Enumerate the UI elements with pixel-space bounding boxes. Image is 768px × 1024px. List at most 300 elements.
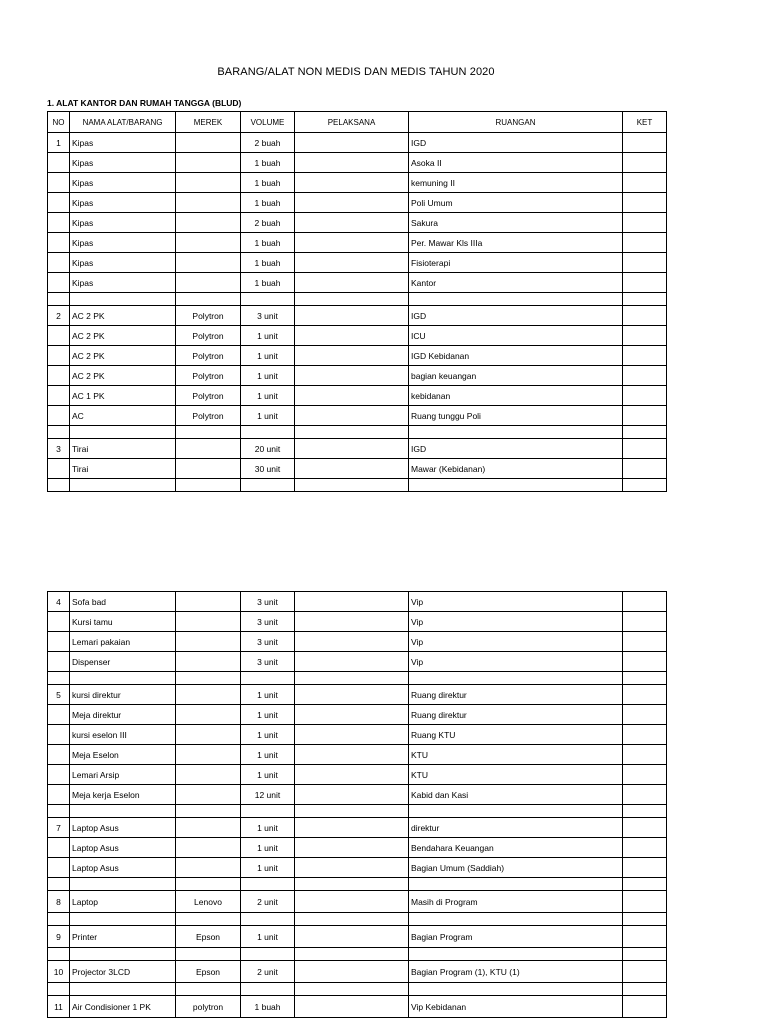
- table-row: [48, 685, 667, 705]
- table-row: [48, 592, 667, 612]
- cell-nama: Kipas: [70, 213, 176, 233]
- table-row: [48, 838, 667, 858]
- cell-pelaksana: [295, 273, 409, 293]
- cell-volume: 1 unit: [241, 685, 295, 705]
- table-row: [48, 785, 667, 805]
- cell-volume: [241, 805, 295, 818]
- cell-merek: [176, 745, 241, 765]
- cell-nama: Sofa bad: [70, 592, 176, 612]
- table-row: [48, 326, 667, 346]
- cell-pelaksana: [295, 459, 409, 479]
- cell-pelaksana: [295, 785, 409, 805]
- cell-pelaksana: [295, 346, 409, 366]
- cell-no: [48, 426, 70, 439]
- cell-pelaksana: [295, 913, 409, 926]
- cell-ket: [623, 479, 667, 492]
- table-row: [48, 961, 667, 983]
- cell-ket: [623, 293, 667, 306]
- cell-pelaksana: [295, 193, 409, 213]
- cell-volume: 2 buah: [241, 213, 295, 233]
- spacer-row: [48, 948, 667, 961]
- cell-volume: [241, 293, 295, 306]
- cell-pelaksana: [295, 213, 409, 233]
- spacer-row: [48, 672, 667, 685]
- cell-no: [48, 725, 70, 745]
- cell-no: 2: [48, 306, 70, 326]
- cell-ruangan: Vip: [409, 652, 623, 672]
- cell-ket: [623, 838, 667, 858]
- cell-volume: 1 buah: [241, 996, 295, 1018]
- table-row: [48, 153, 667, 173]
- header-volume: VOLUME: [241, 112, 295, 133]
- cell-merek: Polytron: [176, 366, 241, 386]
- cell-ruangan: KTU: [409, 745, 623, 765]
- cell-no: [48, 948, 70, 961]
- inventory-table-2: [47, 591, 667, 1018]
- cell-ket: [623, 366, 667, 386]
- table-row: [48, 193, 667, 213]
- cell-volume: 3 unit: [241, 652, 295, 672]
- cell-merek: Epson: [176, 926, 241, 948]
- cell-nama: Kipas: [70, 173, 176, 193]
- header-no: NO: [48, 112, 70, 133]
- cell-volume: 1 unit: [241, 366, 295, 386]
- cell-pelaksana: [295, 426, 409, 439]
- cell-merek: [176, 652, 241, 672]
- table-row: [48, 725, 667, 745]
- cell-volume: [241, 426, 295, 439]
- cell-merek: [176, 685, 241, 705]
- cell-volume: 1 buah: [241, 153, 295, 173]
- cell-merek: [176, 459, 241, 479]
- cell-volume: 1 unit: [241, 858, 295, 878]
- cell-pelaksana: [295, 652, 409, 672]
- cell-pelaksana: [295, 386, 409, 406]
- table-row: [48, 273, 667, 293]
- cell-ruangan: [409, 672, 623, 685]
- cell-volume: 3 unit: [241, 306, 295, 326]
- cell-volume: 2 unit: [241, 891, 295, 913]
- cell-ruangan: [409, 948, 623, 961]
- cell-ket: [623, 346, 667, 366]
- table-row: [48, 306, 667, 326]
- cell-ruangan: [409, 805, 623, 818]
- cell-ket: [623, 439, 667, 459]
- cell-nama: Tirai: [70, 459, 176, 479]
- cell-ket: [623, 406, 667, 426]
- cell-ket: [623, 685, 667, 705]
- cell-volume: 20 unit: [241, 439, 295, 459]
- cell-merek: [176, 253, 241, 273]
- cell-no: [48, 253, 70, 273]
- cell-pelaksana: [295, 366, 409, 386]
- cell-nama: Laptop Asus: [70, 818, 176, 838]
- cell-volume: 3 unit: [241, 592, 295, 612]
- cell-ket: [623, 926, 667, 948]
- cell-volume: 1 buah: [241, 193, 295, 213]
- cell-nama: [70, 293, 176, 306]
- cell-volume: 1 buah: [241, 173, 295, 193]
- cell-ket: [623, 592, 667, 612]
- cell-pelaksana: [295, 685, 409, 705]
- cell-merek: Epson: [176, 961, 241, 983]
- cell-nama: AC 2 PK: [70, 346, 176, 366]
- cell-nama: Kipas: [70, 253, 176, 273]
- cell-ruangan: Ruang direktur: [409, 705, 623, 725]
- cell-merek: [176, 805, 241, 818]
- cell-pelaksana: [295, 672, 409, 685]
- cell-ket: [623, 273, 667, 293]
- cell-pelaksana: [295, 153, 409, 173]
- cell-ruangan: [409, 878, 623, 891]
- table-row: [48, 652, 667, 672]
- cell-no: [48, 858, 70, 878]
- cell-merek: [176, 705, 241, 725]
- cell-nama: kursi eselon III: [70, 725, 176, 745]
- cell-pelaksana: [295, 805, 409, 818]
- cell-no: [48, 273, 70, 293]
- cell-ruangan: Bagian Program (1), KTU (1): [409, 961, 623, 983]
- cell-ket: [623, 765, 667, 785]
- cell-ruangan: Ruang direktur: [409, 685, 623, 705]
- table-row: [48, 996, 667, 1018]
- cell-pelaksana: [295, 858, 409, 878]
- cell-volume: [241, 479, 295, 492]
- cell-no: [48, 366, 70, 386]
- cell-no: [48, 983, 70, 996]
- cell-no: [48, 193, 70, 213]
- cell-ruangan: Per. Mawar Kls IIIa: [409, 233, 623, 253]
- cell-volume: 1 unit: [241, 346, 295, 366]
- cell-ruangan: [409, 913, 623, 926]
- cell-ket: [623, 705, 667, 725]
- cell-merek: Polytron: [176, 306, 241, 326]
- cell-nama: Meja Eselon: [70, 745, 176, 765]
- table-row: [48, 386, 667, 406]
- cell-ket: [623, 805, 667, 818]
- table-1-body: [48, 112, 667, 492]
- cell-no: [48, 326, 70, 346]
- cell-volume: 12 unit: [241, 785, 295, 805]
- cell-merek: [176, 293, 241, 306]
- cell-ruangan: [409, 426, 623, 439]
- cell-ruangan: Vip: [409, 632, 623, 652]
- cell-pelaksana: [295, 725, 409, 745]
- spacer-row: [48, 913, 667, 926]
- header-pelaksana: PELAKSANA: [295, 112, 409, 133]
- cell-volume: [241, 878, 295, 891]
- cell-no: [48, 652, 70, 672]
- cell-ket: [623, 173, 667, 193]
- cell-nama: Laptop Asus: [70, 838, 176, 858]
- header-ruangan: RUANGAN: [409, 112, 623, 133]
- table-row: [48, 891, 667, 913]
- cell-no: 8: [48, 891, 70, 913]
- spacer-row: [48, 983, 667, 996]
- cell-no: [48, 632, 70, 652]
- table-row: [48, 926, 667, 948]
- cell-no: [48, 406, 70, 426]
- cell-ruangan: bagian keuangan: [409, 366, 623, 386]
- cell-volume: 1 unit: [241, 725, 295, 745]
- cell-ruangan: kemuning II: [409, 173, 623, 193]
- cell-no: [48, 765, 70, 785]
- cell-merek: [176, 592, 241, 612]
- table-row: [48, 858, 667, 878]
- cell-ket: [623, 253, 667, 273]
- cell-no: [48, 785, 70, 805]
- cell-ket: [623, 213, 667, 233]
- cell-ruangan: Mawar (Kebidanan): [409, 459, 623, 479]
- cell-pelaksana: [295, 878, 409, 891]
- cell-ruangan: IGD: [409, 439, 623, 459]
- cell-nama: Air Condisioner 1 PK: [70, 996, 176, 1018]
- cell-no: [48, 479, 70, 492]
- cell-ruangan: [409, 293, 623, 306]
- cell-ket: [623, 612, 667, 632]
- cell-ruangan: Vip: [409, 592, 623, 612]
- cell-ket: [623, 133, 667, 153]
- cell-nama: Kipas: [70, 273, 176, 293]
- table-row: [48, 632, 667, 652]
- cell-merek: [176, 426, 241, 439]
- table-row: [48, 459, 667, 479]
- cell-nama: Lemari pakaian: [70, 632, 176, 652]
- cell-volume: 3 unit: [241, 632, 295, 652]
- spacer-row: [48, 426, 667, 439]
- cell-ruangan: IGD Kebidanan: [409, 346, 623, 366]
- cell-volume: [241, 672, 295, 685]
- cell-ruangan: kebidanan: [409, 386, 623, 406]
- cell-merek: polytron: [176, 996, 241, 1018]
- cell-nama: [70, 479, 176, 492]
- cell-pelaksana: [295, 592, 409, 612]
- cell-ruangan: IGD: [409, 306, 623, 326]
- cell-ruangan: Sakura: [409, 213, 623, 233]
- cell-pelaksana: [295, 891, 409, 913]
- cell-volume: 3 unit: [241, 612, 295, 632]
- cell-volume: 30 unit: [241, 459, 295, 479]
- cell-no: [48, 612, 70, 632]
- table-row: [48, 133, 667, 153]
- cell-ket: [623, 961, 667, 983]
- header-merek: MEREK: [176, 112, 241, 133]
- cell-pelaksana: [295, 948, 409, 961]
- cell-no: 5: [48, 685, 70, 705]
- cell-ruangan: direktur: [409, 818, 623, 838]
- cell-merek: [176, 983, 241, 996]
- cell-merek: Lenovo: [176, 891, 241, 913]
- cell-merek: [176, 173, 241, 193]
- cell-pelaksana: [295, 612, 409, 632]
- cell-volume: 2 unit: [241, 961, 295, 983]
- cell-volume: 1 unit: [241, 926, 295, 948]
- cell-ket: [623, 948, 667, 961]
- cell-no: [48, 672, 70, 685]
- cell-merek: Polytron: [176, 346, 241, 366]
- cell-ruangan: Fisioterapi: [409, 253, 623, 273]
- cell-ket: [623, 913, 667, 926]
- cell-ruangan: Asoka II: [409, 153, 623, 173]
- cell-ket: [623, 233, 667, 253]
- cell-pelaksana: [295, 996, 409, 1018]
- table-row: [48, 213, 667, 233]
- cell-ket: [623, 785, 667, 805]
- cell-pelaksana: [295, 765, 409, 785]
- cell-pelaksana: [295, 253, 409, 273]
- cell-ket: [623, 878, 667, 891]
- cell-no: [48, 233, 70, 253]
- cell-pelaksana: [295, 961, 409, 983]
- cell-merek: [176, 233, 241, 253]
- cell-nama: Dispenser: [70, 652, 176, 672]
- cell-nama: [70, 983, 176, 996]
- cell-no: [48, 805, 70, 818]
- cell-merek: [176, 913, 241, 926]
- cell-merek: [176, 838, 241, 858]
- cell-no: [48, 173, 70, 193]
- cell-volume: 1 buah: [241, 233, 295, 253]
- cell-ruangan: Bendahara Keuangan: [409, 838, 623, 858]
- cell-pelaksana: [295, 233, 409, 253]
- cell-ruangan: Bagian Umum (Saddiah): [409, 858, 623, 878]
- table-row: [48, 346, 667, 366]
- cell-nama: [70, 913, 176, 926]
- cell-ruangan: Ruang KTU: [409, 725, 623, 745]
- cell-ket: [623, 983, 667, 996]
- cell-nama: Meja direktur: [70, 705, 176, 725]
- table-row: [48, 612, 667, 632]
- cell-pelaksana: [295, 983, 409, 996]
- cell-merek: [176, 858, 241, 878]
- cell-ruangan: IGD: [409, 133, 623, 153]
- cell-nama: Meja kerja Eselon: [70, 785, 176, 805]
- cell-no: [48, 346, 70, 366]
- cell-no: 3: [48, 439, 70, 459]
- cell-volume: 1 buah: [241, 273, 295, 293]
- cell-no: [48, 745, 70, 765]
- cell-no: [48, 705, 70, 725]
- cell-nama: AC 2 PK: [70, 366, 176, 386]
- cell-nama: Laptop Asus: [70, 858, 176, 878]
- cell-volume: [241, 948, 295, 961]
- cell-merek: [176, 273, 241, 293]
- cell-merek: Polytron: [176, 406, 241, 426]
- cell-pelaksana: [295, 838, 409, 858]
- cell-nama: [70, 878, 176, 891]
- cell-volume: 1 buah: [241, 253, 295, 273]
- cell-volume: [241, 983, 295, 996]
- cell-ket: [623, 153, 667, 173]
- spacer-row: [48, 805, 667, 818]
- cell-no: [48, 459, 70, 479]
- cell-ruangan: [409, 479, 623, 492]
- cell-no: [48, 838, 70, 858]
- cell-no: [48, 293, 70, 306]
- cell-ket: [623, 632, 667, 652]
- cell-ket: [623, 725, 667, 745]
- cell-no: [48, 386, 70, 406]
- table-2-body: [48, 592, 667, 1018]
- cell-merek: [176, 948, 241, 961]
- cell-no: 9: [48, 926, 70, 948]
- cell-volume: 1 unit: [241, 326, 295, 346]
- cell-volume: 1 unit: [241, 406, 295, 426]
- cell-ruangan: Kantor: [409, 273, 623, 293]
- cell-pelaksana: [295, 926, 409, 948]
- cell-ruangan: Ruang tunggu Poli: [409, 406, 623, 426]
- cell-ket: [623, 326, 667, 346]
- table-row: [48, 233, 667, 253]
- cell-ket: [623, 745, 667, 765]
- cell-ruangan: KTU: [409, 765, 623, 785]
- cell-pelaksana: [295, 326, 409, 346]
- cell-ket: [623, 672, 667, 685]
- cell-no: [48, 153, 70, 173]
- table-row: [48, 745, 667, 765]
- cell-pelaksana: [295, 632, 409, 652]
- cell-no: [48, 913, 70, 926]
- table-row: [48, 173, 667, 193]
- cell-nama: [70, 805, 176, 818]
- cell-volume: 1 unit: [241, 386, 295, 406]
- cell-no: 4: [48, 592, 70, 612]
- cell-ruangan: Poli Umum: [409, 193, 623, 213]
- cell-pelaksana: [295, 479, 409, 492]
- table-header-row: [48, 112, 667, 133]
- cell-nama: Printer: [70, 926, 176, 948]
- cell-no: 1: [48, 133, 70, 153]
- cell-merek: [176, 479, 241, 492]
- table-row: [48, 406, 667, 426]
- table-row: [48, 366, 667, 386]
- inventory-table-1: [47, 111, 667, 492]
- cell-ket: [623, 891, 667, 913]
- table-row: [48, 765, 667, 785]
- cell-no: [48, 213, 70, 233]
- cell-ket: [623, 306, 667, 326]
- cell-merek: [176, 725, 241, 745]
- cell-merek: [176, 785, 241, 805]
- cell-nama: AC: [70, 406, 176, 426]
- cell-merek: [176, 765, 241, 785]
- cell-nama: Lemari Arsip: [70, 765, 176, 785]
- cell-nama: Kipas: [70, 153, 176, 173]
- cell-no: 7: [48, 818, 70, 838]
- cell-pelaksana: [295, 439, 409, 459]
- cell-merek: Polytron: [176, 326, 241, 346]
- cell-ruangan: Kabid dan Kasi: [409, 785, 623, 805]
- cell-ruangan: ICU: [409, 326, 623, 346]
- cell-nama: Laptop: [70, 891, 176, 913]
- cell-nama: Kipas: [70, 133, 176, 153]
- cell-nama: kursi direktur: [70, 685, 176, 705]
- cell-volume: 1 unit: [241, 818, 295, 838]
- cell-volume: [241, 913, 295, 926]
- cell-nama: Tirai: [70, 439, 176, 459]
- cell-ket: [623, 652, 667, 672]
- cell-nama: Projector 3LCD: [70, 961, 176, 983]
- cell-volume: 1 unit: [241, 765, 295, 785]
- section-heading: 1. ALAT KANTOR DAN RUMAH TANGGA (BLUD): [47, 98, 242, 108]
- header-ket: KET: [623, 112, 667, 133]
- cell-ket: [623, 858, 667, 878]
- cell-pelaksana: [295, 133, 409, 153]
- cell-volume: 2 buah: [241, 133, 295, 153]
- cell-ruangan: Vip: [409, 612, 623, 632]
- cell-ket: [623, 818, 667, 838]
- spacer-row: [48, 878, 667, 891]
